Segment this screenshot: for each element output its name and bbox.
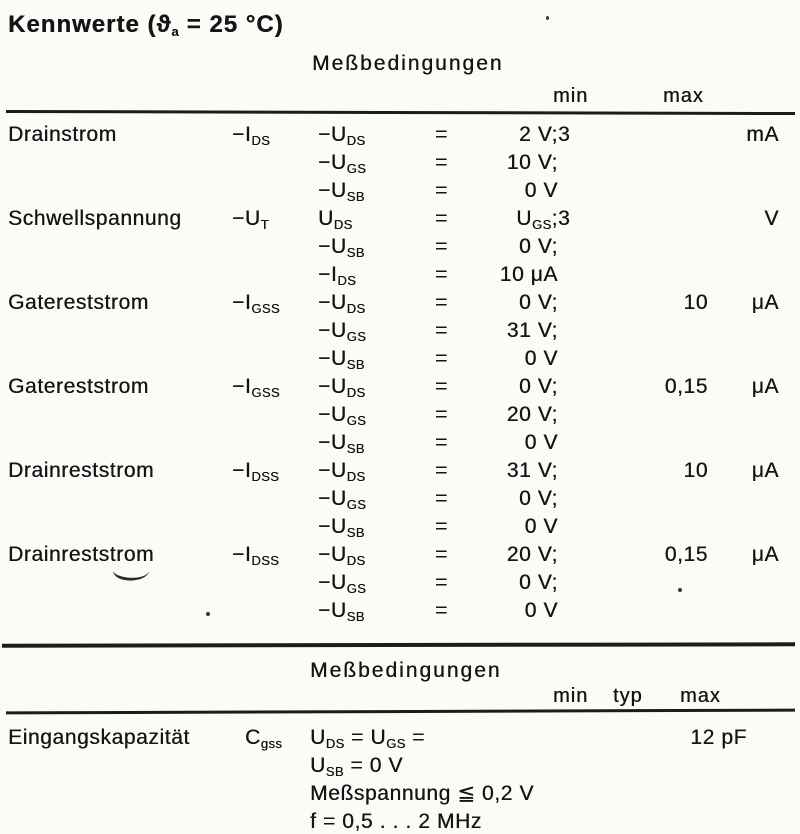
condition-rhs: 20 V;: [506, 403, 558, 426]
table-row: [8, 724, 794, 834]
parameter-name: Gatereststrom: [8, 375, 149, 398]
condition-line: [318, 597, 558, 625]
parameter-name: Gatereststrom: [8, 291, 149, 314]
condition-line: [318, 233, 558, 261]
condition-line: [318, 401, 558, 429]
condition-line: Meßspannung ≦ 0,2 V: [310, 782, 534, 805]
condition-line: [318, 373, 558, 401]
condition-lhs: $-U_{GS}$: [318, 319, 367, 344]
condition-lhs: $-U_{GS}$: [318, 403, 367, 428]
condition-line: [318, 485, 558, 513]
unit: mA: [746, 123, 779, 146]
condition-operator: =: [435, 291, 448, 314]
parameter-symbol: $-I_{GSS}$: [232, 375, 280, 400]
condition-line: $U_{SB} = 0$ V: [310, 754, 403, 779]
condition-line: [318, 429, 558, 457]
table1-body: [8, 121, 794, 625]
condition-rhs: 0 V;: [519, 487, 558, 510]
condition-operator: =: [435, 207, 448, 230]
condition-operator: =: [435, 235, 448, 258]
condition-operator: =: [435, 459, 448, 482]
condition-lhs: $-U_{DS}$: [318, 375, 366, 400]
condition-rhs: 20 V;: [506, 543, 558, 566]
condition-operator: =: [435, 347, 448, 370]
condition-operator: =: [435, 263, 448, 286]
parameter-name: Drainreststrom: [8, 459, 155, 482]
unit: μA: [751, 291, 779, 314]
scan-speck: [546, 16, 549, 20]
table-row: [8, 121, 794, 205]
min-value: [558, 289, 588, 317]
table2-typ-column-header: typ: [613, 685, 643, 707]
max-value: 12 pF: [690, 726, 747, 749]
condition-rhs: 0 V: [524, 431, 558, 454]
measurement-conditions: [318, 121, 558, 205]
condition-rhs: 10 V;: [506, 151, 558, 174]
condition-operator: =: [435, 179, 448, 202]
condition-line: [318, 177, 558, 205]
condition-rhs: 31 V;: [506, 319, 558, 342]
min-value: 3: [558, 123, 571, 146]
condition-line: [318, 541, 558, 569]
condition-line: [318, 457, 558, 485]
table2-min-column-header: min: [553, 685, 589, 707]
condition-lhs: $-U_{SB}$: [318, 235, 365, 260]
parameter-name: Eingangskapazität: [8, 726, 190, 749]
table-row: [8, 373, 794, 457]
max-value: 0,15: [664, 375, 708, 398]
condition-lhs: $-U_{GS}$: [318, 487, 367, 512]
condition-line: [318, 121, 558, 149]
table2-body: [8, 724, 794, 834]
parameter-name: Schwellspannung: [8, 207, 182, 230]
condition-lhs: $-U_{SB}$: [318, 431, 365, 456]
condition-line: [318, 317, 558, 345]
condition-line: [318, 513, 558, 541]
condition-operator: =: [435, 487, 448, 510]
condition-operator: =: [435, 151, 448, 174]
condition-lhs: $-U_{SB}$: [318, 179, 365, 204]
parameter-symbol: $-I_{DS}$: [232, 123, 271, 148]
measurement-conditions: [318, 373, 558, 457]
unit: μA: [751, 459, 779, 482]
max-value: 10: [683, 291, 708, 314]
condition-line: [318, 289, 558, 317]
condition-lhs: $-I_{DS}$: [318, 263, 357, 288]
condition-lhs: $-U_{DS}$: [318, 291, 366, 316]
condition-rhs: $U_{GS}$;: [516, 207, 558, 232]
unit: V: [764, 207, 779, 230]
condition-line: [318, 345, 558, 373]
table-separator-rule: [2, 642, 795, 647]
condition-line: [318, 149, 558, 177]
condition-line: $U_{DS} = U_{GS}$ =: [310, 726, 426, 751]
condition-rhs: 0 V: [524, 179, 558, 202]
condition-lhs: $-U_{SB}$: [318, 347, 365, 372]
condition-rhs: 0 V;: [519, 375, 558, 398]
condition-rhs: 10 μA: [499, 263, 558, 286]
condition-line: f = 0,5 . . . 2 MHz: [310, 810, 482, 833]
measurement-conditions: [318, 205, 558, 289]
condition-rhs: 2 V;: [519, 123, 558, 146]
table2-top-rule: [6, 709, 795, 715]
condition-line: [318, 205, 558, 233]
parameter-name: Drainreststrom: [8, 543, 155, 566]
condition-lhs: $-U_{SB}$: [318, 599, 365, 624]
unit: μA: [751, 543, 779, 566]
measurement-conditions: [310, 724, 553, 834]
table1-top-rule: [6, 110, 795, 115]
condition-line: [318, 261, 558, 289]
condition-lhs: $-U_{DS}$: [318, 459, 366, 484]
condition-lhs: $-U_{GS}$: [318, 151, 367, 176]
condition-operator: =: [435, 403, 448, 426]
parameter-symbol: $-U_T$: [232, 207, 269, 232]
condition-operator: =: [435, 319, 448, 342]
typ-value: [615, 724, 680, 752]
table-row: [8, 205, 794, 289]
condition-operator: =: [435, 599, 448, 622]
condition-lhs: $-U_{DS}$: [318, 543, 366, 568]
min-value: 3: [558, 207, 571, 230]
condition-rhs: 0 V: [524, 599, 558, 622]
table1-max-column-header: max: [663, 85, 704, 107]
page-title: Kennwerte ($ϑ_a = 25$ °C): [8, 11, 284, 39]
min-value: [553, 724, 615, 752]
parameter-symbol: $-I_{DSS}$: [232, 459, 280, 484]
condition-rhs: 0 V;: [519, 235, 558, 258]
condition-line: [318, 569, 558, 597]
unit: μA: [751, 375, 779, 398]
parameter-symbol: $C_{gss}$: [245, 726, 283, 751]
table-row: [8, 289, 794, 373]
condition-operator: =: [435, 515, 448, 538]
measurement-conditions: [318, 289, 558, 373]
max-value: 0,15: [664, 543, 708, 566]
condition-operator: =: [435, 571, 448, 594]
condition-lhs: $U_{DS}$: [318, 207, 353, 232]
condition-rhs: 0 V: [524, 347, 558, 370]
table2-conditions-header: Meßbedingungen: [310, 659, 502, 682]
condition-lhs: $-U_{DS}$: [318, 123, 366, 148]
condition-operator: =: [435, 431, 448, 454]
table-row: [8, 457, 794, 541]
table1-conditions-header: Meßbedingungen: [312, 52, 504, 75]
min-value: [558, 541, 588, 569]
condition-rhs: 0 V;: [519, 291, 558, 314]
condition-lhs: $-U_{GS}$: [318, 571, 367, 596]
parameter-name: Drainstrom: [8, 123, 117, 146]
condition-rhs: 31 V;: [506, 459, 558, 482]
condition-rhs: 0 V;: [519, 571, 558, 594]
condition-operator: =: [435, 375, 448, 398]
condition-rhs: 0 V: [524, 515, 558, 538]
min-value: [558, 373, 588, 401]
parameter-symbol: $-I_{DSS}$: [232, 543, 280, 568]
max-value: [588, 121, 708, 149]
table1-min-column-header: min: [553, 85, 589, 107]
measurement-conditions: [318, 541, 558, 625]
max-value: [588, 205, 708, 233]
condition-operator: =: [435, 123, 448, 146]
table-row: [8, 541, 794, 625]
max-value: 10: [683, 459, 708, 482]
min-value: [558, 457, 588, 485]
condition-lhs: $-U_{SB}$: [318, 515, 365, 540]
table2-max-column-header: max: [680, 685, 721, 707]
parameter-symbol: $-I_{GSS}$: [232, 291, 280, 316]
condition-operator: =: [435, 543, 448, 566]
measurement-conditions: [318, 457, 558, 541]
